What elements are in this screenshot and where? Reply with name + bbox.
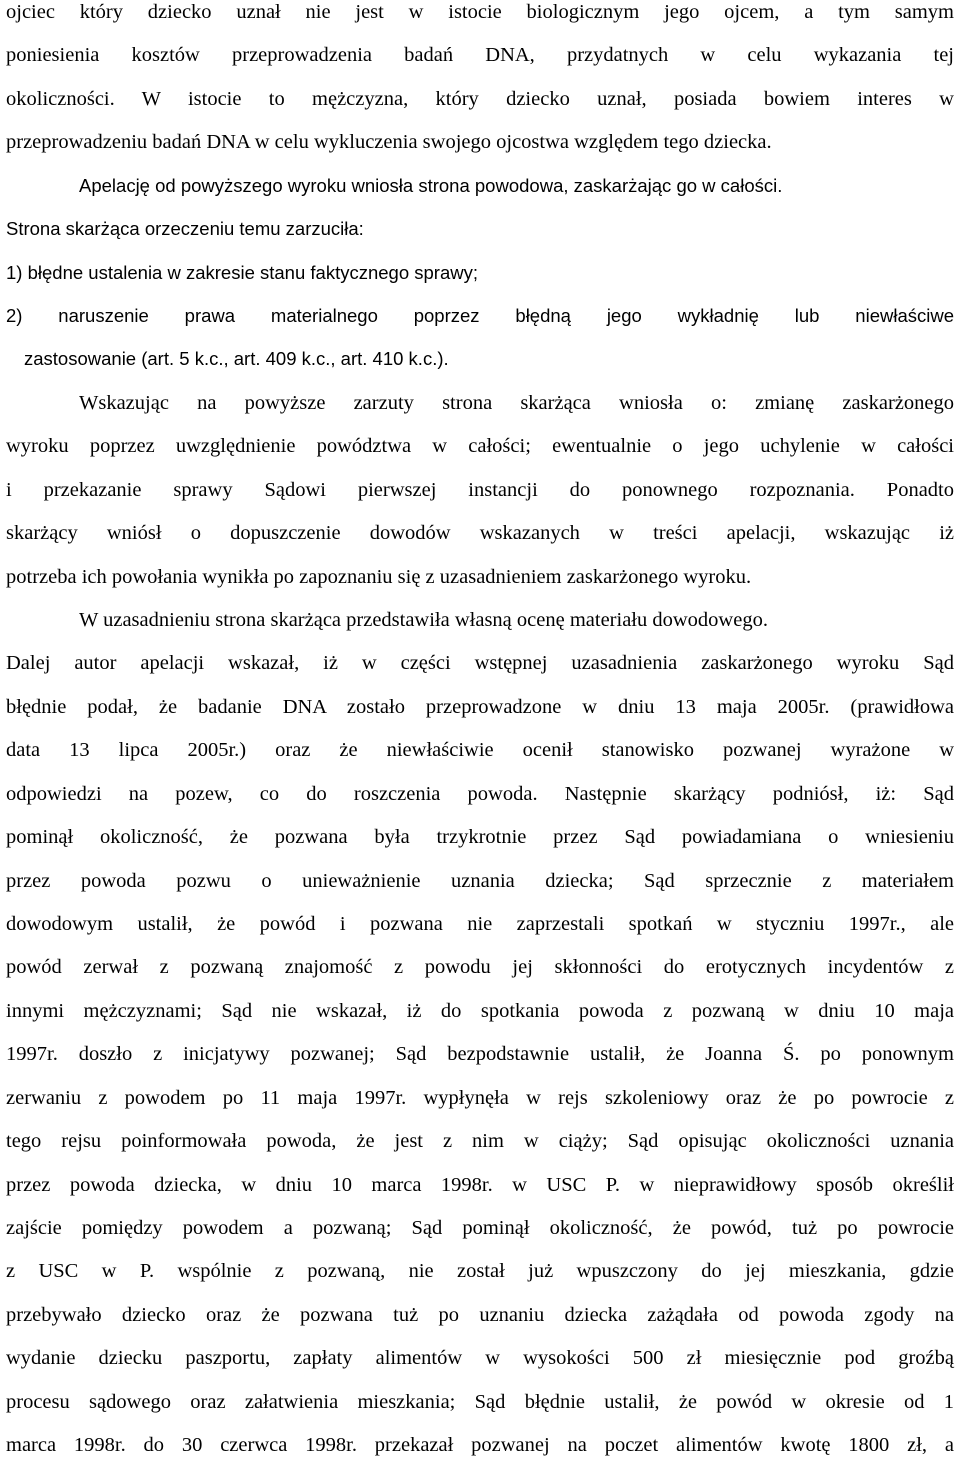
text-line: W uzasadnieniu strona skarżąca przedstawiła własną ocenę materiału dowodowego. <box>79 609 768 631</box>
text-line: z USC w P. wspólnie z pozwaną, nie został już wpuszczony do jej mieszkania, gdzie <box>6 1260 954 1282</box>
text-line: Apelację od powyższego wyroku wniosła strona powodowa, zaskarżając go w całości. <box>79 175 783 196</box>
text-line: przeprowadzeniu badań DNA w celu wykluczenia swojego ojcostwa względem tego dziecka. <box>6 131 772 153</box>
text-line: potrzeba ich powołania wynikła po zapoznaniu się z uzasadnieniem zaskarżonego wyroku. <box>6 566 752 588</box>
text-line: poniesienia kosztów przeprowadzenia badań DNA, przydatnych w celu wykazania tej <box>6 44 954 66</box>
text-line: 1997r. doszło z inicjatywy pozwanej; Sąd bezpodstawnie ustalił, że Joanna Ś. po ponownym <box>6 1043 954 1065</box>
text-line: Dalej autor apelacji wskazał, iż w części wstępnej uzasadnienia zaskarżonego wyroku Sąd <box>6 652 954 674</box>
text-line: przebywało dziecko oraz że pozwana tuż po uznaniu dziecka zażądała od powoda zgody na <box>6 1304 954 1326</box>
text-line: i przekazanie sprawy Sądowi pierwszej instancji do ponownego rozpoznania. Ponadto <box>6 479 954 501</box>
text-line: dowodowym ustalił, że powód i pozwana nie zaprzestali spotkań w styczniu 1997r., ale <box>6 913 954 935</box>
text-line: innymi mężczyznami; Sąd nie wskazał, iż do spotkania powoda z pozwaną w dniu 10 maja <box>6 1000 954 1022</box>
text-line: powód zerwał z pozwaną znajomość z powodu jej skłonności do erotycznych incydentów z <box>6 956 954 978</box>
text-line: 2) naruszenie prawa materialnego poprzez błędną jego wykładnię lub niewłaściwe <box>6 305 954 326</box>
text-line: zastosowanie (art. 5 k.c., art. 409 k.c., art. 410 k.c.). <box>24 348 449 369</box>
text-line: Strona skarżąca orzeczeniu temu zarzuciła: <box>6 218 364 239</box>
text-line: pominął okoliczność, że pozwana była trzykrotnie przez Sąd powiadamiana o wniesieniu <box>6 826 954 848</box>
text-line: przez powoda dziecka, w dniu 10 marca 1998r. w USC P. w nieprawidłowy sposób określił <box>6 1174 954 1196</box>
text-line: ojciec który dziecko uznał nie jest w istocie biologicznym jego ojcem, a tym samym <box>6 1 954 23</box>
text-line: skarżący wniósł o dopuszczenie dowodów wskazanych w treści apelacji, wskazując iż <box>6 522 954 544</box>
text-line: przez powoda pozwu o unieważnienie uznania dziecka; Sąd sprzecznie z materiałem <box>6 870 954 892</box>
text-line: błędnie podał, że badanie DNA zostało przeprowadzone w dniu 13 maja 2005r. (prawidłowa <box>6 696 954 718</box>
text-line: data 13 lipca 2005r.) oraz że niewłaściwie ocenił stanowisko pozwanej wyrażone w <box>6 739 954 761</box>
text-line: 1) błędne ustalenia w zakresie stanu faktycznego sprawy; <box>6 262 479 283</box>
text-line: zajście pomiędzy powodem a pozwaną; Sąd pominął okoliczność, że powód, tuż po powrocie <box>6 1217 954 1239</box>
text-line: procesu sądowego oraz załatwienia mieszkania; Sąd błędnie ustalił, że powód w okresie od 1 <box>6 1391 954 1413</box>
text-line: marca 1998r. do 30 czerwca 1998r. przekazał pozwanej na poczet alimentów kwotę 1800 zł, a <box>6 1434 954 1456</box>
text-line: Wskazując na powyższe zarzuty strona skarżąca wniosła o: zmianę zaskarżonego <box>79 392 954 414</box>
text-line: zerwaniu z powodem po 11 maja 1997r. wypłynęła w rejs szkoleniowy oraz że po powrocie z <box>6 1087 954 1109</box>
text-line: wydanie dziecku paszportu, zapłaty alimentów w wysokości 500 zł miesięcznie pod groźbą <box>6 1347 954 1369</box>
text-line: tego rejsu poinformowała powoda, że jest z nim w ciąży; Sąd opisując okoliczności uznania <box>6 1130 954 1152</box>
text-line: wyroku poprzez uwzględnienie powództwa w całości; ewentualnie o jego uchylenie w całości <box>6 435 954 457</box>
text-line: okoliczności. W istocie to mężczyzna, który dziecko uznał, posiada bowiem interes w <box>6 88 954 110</box>
text-line: odpowiedzi na pozew, co do roszczenia powoda. Następnie skarżący podniósł, iż: Sąd <box>6 783 954 805</box>
